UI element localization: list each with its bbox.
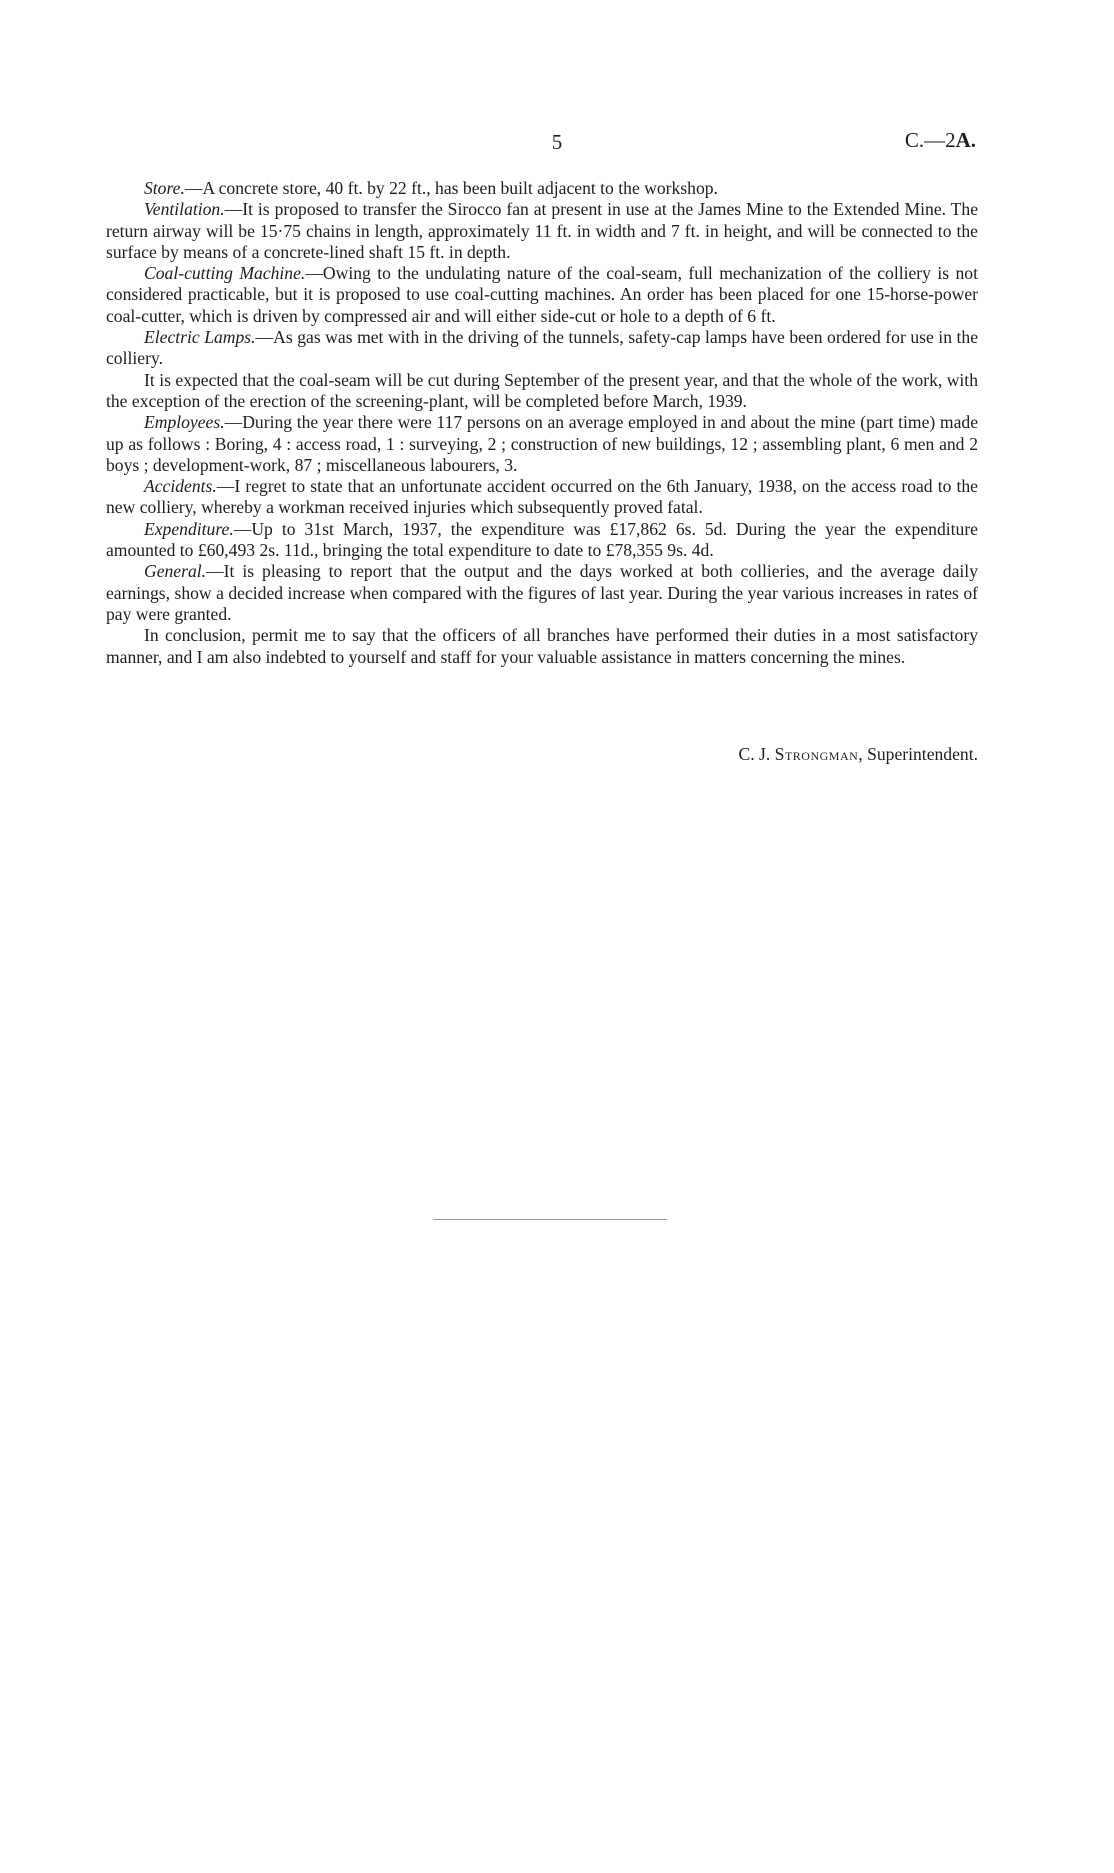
paragraph-heading: General. xyxy=(144,561,207,582)
paragraph-text: —As gas was met with in the driving of the tunnels, safety-cap lamps have been ordered for use in the colliery. xyxy=(106,327,978,369)
document-reference xyxy=(905,128,976,153)
paragraph-heading: Coal-cutting Machine. xyxy=(144,263,306,284)
paragraph-completion-schedule xyxy=(106,370,978,413)
paragraph-employees xyxy=(106,412,978,476)
paragraph-text: —During the year there were 117 persons on an average employed in and about the mine (part time) made up as follows : Boring, 4 : access road, 1 : surveying, 2 ; construction of new buildings, 12 ; assembling plant, 6 men and 2 boys ; development-work, 87 ; miscellaneous labourers, 3. xyxy=(106,412,978,475)
signature xyxy=(738,744,978,765)
paragraph-text: —A concrete store, 40 ft. by 22 ft., has been built adjacent to the workshop. xyxy=(184,178,718,198)
paragraph-heading: Expenditure. xyxy=(144,518,234,539)
paragraph-accidents xyxy=(106,476,978,519)
paragraph-heading: Accidents. xyxy=(144,476,217,497)
paragraph-text: —It is pleasing to report that the output and the days worked at both collieries, and the average daily earnings, show a decided increase when compared with the figures of last year. During the year various increases in rates of pay were granted. xyxy=(106,561,978,624)
paragraph-heading: Employees. xyxy=(144,412,225,433)
paragraph-conclusion xyxy=(106,625,978,668)
signature-name: Strongman xyxy=(774,744,859,764)
paragraph-text: —I regret to state that an unfortunate accident occurred on the 6th January, 1938, on the access road to the new colliery, whereby a workman received injuries which subsequently proved fatal. xyxy=(106,476,978,518)
paragraph-text: —Owing to the undulating nature of the coal-seam, full mechanization of the colliery is not considered practicable, but it is proposed to use coal-cutting machines. An order has been placed for one 15-horse-power coal-cutter, which is driven by compressed air and will either side-cut or hole to a depth of 6 ft. xyxy=(106,263,978,326)
paragraph-store xyxy=(106,178,978,199)
paragraph-text: It is expected that the coal-seam will be cut during September of the present year, and that the whole of the work, with the exception of the erection of the screening-plant, will be completed before March, 1939. xyxy=(106,369,978,411)
paragraph-text: In conclusion, permit me to say that the officers of all branches have performed their duties in a most satisfactory manner, and I am also indebted to yourself and staff for your valuable assistance in matters concerning the mines. xyxy=(106,625,978,667)
report-body xyxy=(106,178,978,668)
paragraph-expenditure xyxy=(106,519,978,562)
document-reference-suffix: A. xyxy=(955,128,976,152)
paragraph-heading: Store. xyxy=(144,178,185,198)
paragraph-ventilation xyxy=(106,199,978,263)
document-reference-code: C.—2 xyxy=(904,128,956,152)
paragraph-text: —It is proposed to transfer the Sirocco fan at present in use at the James Mine to the Extended Mine. The return airway will be 15·75 chains in length, approximately 11 ft. in width and 7 ft. in height, and will be connected to the surface by means of a concrete-lined shaft 15 ft. in depth. xyxy=(106,199,978,262)
paragraph-general xyxy=(106,561,978,625)
closing-rule xyxy=(433,1219,667,1220)
paragraph-coal-cutting-machine xyxy=(106,263,978,327)
signature-initials: C. J. xyxy=(738,744,771,764)
page-number: 5 xyxy=(551,130,563,154)
paragraph-heading: Ventilation. xyxy=(144,199,225,220)
signature-title: , Superintendent. xyxy=(858,744,978,764)
paragraph-heading: Electric Lamps. xyxy=(144,327,256,348)
paragraph-electric-lamps xyxy=(106,327,978,370)
paragraph-text: —Up to 31st March, 1937, the expenditure was £17,862 6s. 5d. During the year the expenditure amounted to £60,493 2s. 11d., bringing the total expenditure to date to £78,355 9s. 4d. xyxy=(106,518,978,561)
